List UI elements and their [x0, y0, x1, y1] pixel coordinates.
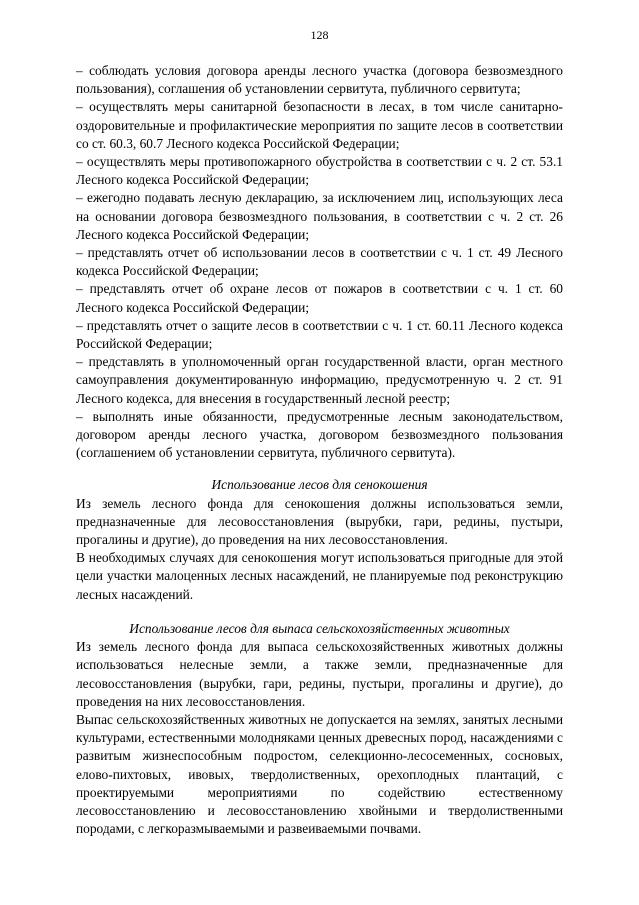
section-grazing: [76, 620, 563, 838]
paragraph: В необходимых случаях для сенокошения могут использоваться пригодные для этой цели участки малоценных лесных насаждений, не планируемые под реконструкцию лесных насаждений.: [76, 550, 563, 602]
page-content: [76, 62, 563, 838]
section-heading: Использование лесов для выпаса сельскохозяйственных животных: [129, 620, 510, 636]
section-haymaking: [76, 476, 563, 603]
list-item: – соблюдать условия договора аренды лесного участка (договора безвозмездного пользования), соглашения об установлении сервитута, публичного сервитута;: [76, 63, 563, 97]
list-item: – представлять отчет об охране лесов от пожаров в соответствии с ч. 1 ст. 60 Лесного кодекса Российской Федерации;: [76, 281, 563, 315]
list-item: – представлять отчет о защите лесов в соответствии с ч. 1 ст. 60.11 Лесного кодекса Российской Федерации;: [76, 317, 563, 352]
section-heading: Использование лесов для сенокошения: [211, 477, 428, 493]
list-item: – осуществлять меры санитарной безопасности в лесах, в том числе санитарно-оздоровительные и профилактические мероприятия по защите лесов в соответствии со ст. 60.3, 60.7 Лесного кодекса Российской Федерации;: [76, 99, 563, 151]
list-item: – ежегодно подавать лесную декларацию, за исключением лиц, использующих леса на основании договора безвозмездного пользования, в соответствии с ч. 2 ст. 26 Лесного кодекса Российской Федерации;: [76, 190, 563, 242]
list-item: – представлять отчет об использовании лесов в соответствии с ч. 1 ст. 49 Лесного кодекса Российской Федерации;: [76, 245, 563, 279]
paragraph: Из земель лесного фонда для выпаса сельскохозяйственных животных должны использоваться нелесные земли, а также земли, предназначенные для лесовосстановления (вырубки, гари, редины, пустыри, прогалины и другие), до проведения на них лесовосстановления.: [76, 639, 563, 709]
paragraph: Из земель лесного фонда для сенокошения должны использоваться земли, предназначенные для лесовосстановления (вырубки, гари, редины, пустыри, прогалины и другие), до проведения на них лесовосстановления.: [76, 495, 563, 548]
obligations-list: [76, 62, 563, 462]
list-item: – выполнять иные обязанности, предусмотренные лесным законодательством, договором аренды лесного участка, договором безвозмездного пользования (соглашением об установлении сервитута, публичного сервитута).: [76, 408, 563, 461]
page-number: 128: [310, 28, 329, 42]
paragraph: Выпас сельскохозяйственных животных не допускается на землях, занятых лесными культурами, естественными молодняками ценных древесных пород, насаждениями с развитым жизнеспособным подростом, селекционно-лесосеменных, сосновых, елово-пихтовых, ивовых, твердолиственных, орехоплодных плантаций, с проектируемыми мероприятиями по содействию естественному лесовосстановлению и лесовосстановлению хвойными и твердолиственными породами, с легкоразмываемыми и развеиваемыми почвами.: [76, 711, 563, 837]
list-item: – представлять в уполномоченный орган государственной власти, орган местного самоуправления документированную информацию, предусмотренную ч. 2 ст. 91 Лесного кодекса, для внесения в государственный лесной реестр;: [76, 354, 563, 406]
list-item: – осуществлять меры противопожарного обустройства в соответствии с ч. 2 ст. 53.1 Лесного кодекса Российской Федерации;: [76, 154, 563, 188]
